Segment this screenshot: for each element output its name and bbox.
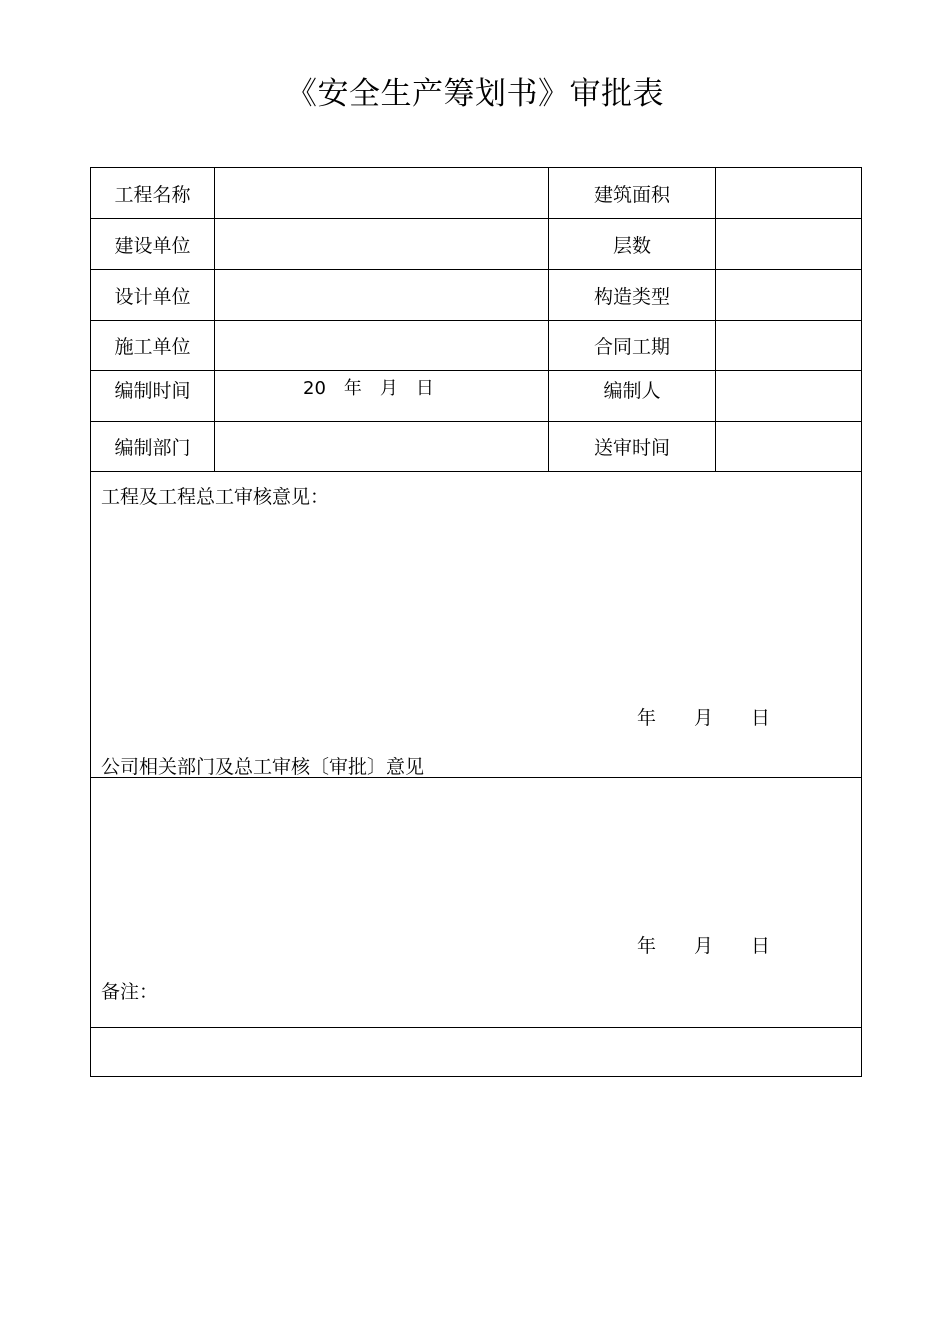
label-submit-time: 送审时间	[593, 437, 670, 459]
field-construction-unit[interactable]	[215, 219, 548, 269]
company-review-date[interactable]: 年 月 日	[637, 935, 771, 957]
label-compile-department: 编制部门	[114, 437, 191, 459]
field-compile-date[interactable]: 20 年 月 日	[303, 378, 434, 399]
label-compile-date: 编制时间	[114, 379, 191, 402]
label-compiler: 编制人	[603, 379, 661, 402]
page-title: 《安全生产筹划书》审批表	[286, 76, 664, 112]
row-divider	[91, 471, 861, 472]
label-contractor: 施工单位	[114, 336, 191, 358]
label-contract-period: 合同工期	[593, 336, 670, 358]
field-structure-type[interactable]	[716, 270, 862, 320]
label-construction-unit: 建设单位	[114, 234, 191, 257]
field-contractor[interactable]	[215, 321, 548, 370]
field-design-unit[interactable]	[215, 270, 548, 320]
field-compile-department[interactable]	[215, 422, 548, 471]
label-design-unit: 设计单位	[114, 285, 191, 308]
project-review-label: 工程及工程总工审核意见：	[101, 486, 330, 508]
company-review-label: 公司相关部门及总工审核〔审批〕意见	[101, 756, 425, 778]
field-contract-period[interactable]	[716, 321, 862, 370]
field-floors[interactable]	[716, 219, 862, 269]
approval-form-table	[90, 167, 862, 1077]
remarks-label: 备注：	[101, 981, 159, 1003]
label-building-area: 建筑面积	[593, 183, 670, 206]
field-project-name[interactable]	[215, 168, 548, 218]
remarks-field[interactable]	[91, 1028, 862, 1076]
field-submit-time[interactable]	[716, 422, 862, 471]
project-review-date[interactable]: 年 月 日	[637, 707, 771, 729]
label-structure-type: 构造类型	[593, 285, 670, 308]
label-project-name: 工程名称	[114, 183, 191, 206]
field-compiler[interactable]	[716, 371, 862, 421]
label-floors: 层数	[612, 234, 651, 257]
field-building-area[interactable]	[716, 168, 862, 218]
